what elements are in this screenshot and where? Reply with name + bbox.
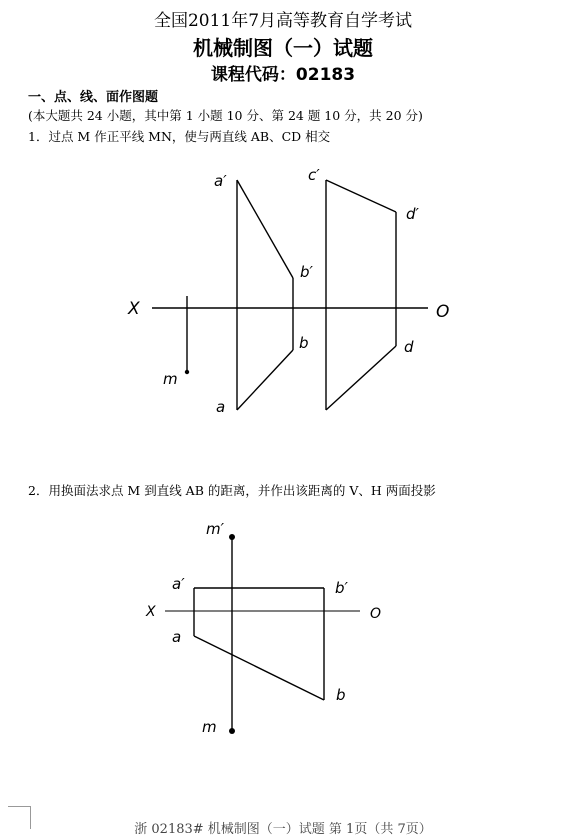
fig1-label-a-prime: a′ [214,172,227,190]
fig1-label-d: d [404,338,414,356]
question-2-text: 2．用换面法求点 M 到直线 AB 的距离，并作出该距离的 V、H 两面投影 [28,483,436,498]
fig1-label-b: b [299,334,309,352]
fig1-line-c-prime-d-prime [326,180,396,212]
section-title: 一、点、线、面作图题 [28,90,159,105]
fig2-label-a: a [172,628,182,646]
fig1-label-o: O [436,302,450,322]
fig2-point-m-prime [229,534,235,540]
fig2-label-x: X [146,604,156,620]
fig2-label-b: b [336,686,346,704]
fig1-label-a: a [216,398,226,416]
fig1-label-d-prime: d′ [406,205,419,223]
fig2-label-o: O [370,606,382,622]
fig1-point-m [185,370,189,374]
fig1-label-c-prime: c′ [308,166,320,184]
fig2-label-m-prime: m′ [206,520,225,538]
fig2-label-b-prime: b′ [335,579,348,597]
fig2-line-ab [194,636,324,700]
fig2-label-m: m [202,718,217,736]
fig2-point-m [229,728,235,734]
fig1-line-ab [237,350,293,410]
page-footer: 浙 02183# 机械制图（一）试题 第 1页（共 7页） [134,822,432,837]
fig1-line-a-prime-b-prime [237,180,293,278]
exam-title: 机械制图（一）试题 [193,36,373,60]
fig1-label-x: X [128,299,140,319]
course-code: 课程代码：02183 [210,65,356,85]
fig1-line-cd [326,346,396,410]
question-1-text: 1．过点 M 作正平线 MN，使与两直线 AB、CD 相交 [28,129,331,144]
fig2-label-a-prime: a′ [172,575,185,593]
fig1-label-m: m [163,370,178,388]
fig1-label-b-prime: b′ [300,263,313,281]
exam-header: 全国2011年7月高等教育自学考试 [153,11,413,31]
section-instructions: (本大题共 24 小题，其中第 1 小题 10 分、第 24 题 10 分，共 20 分) [28,108,423,123]
